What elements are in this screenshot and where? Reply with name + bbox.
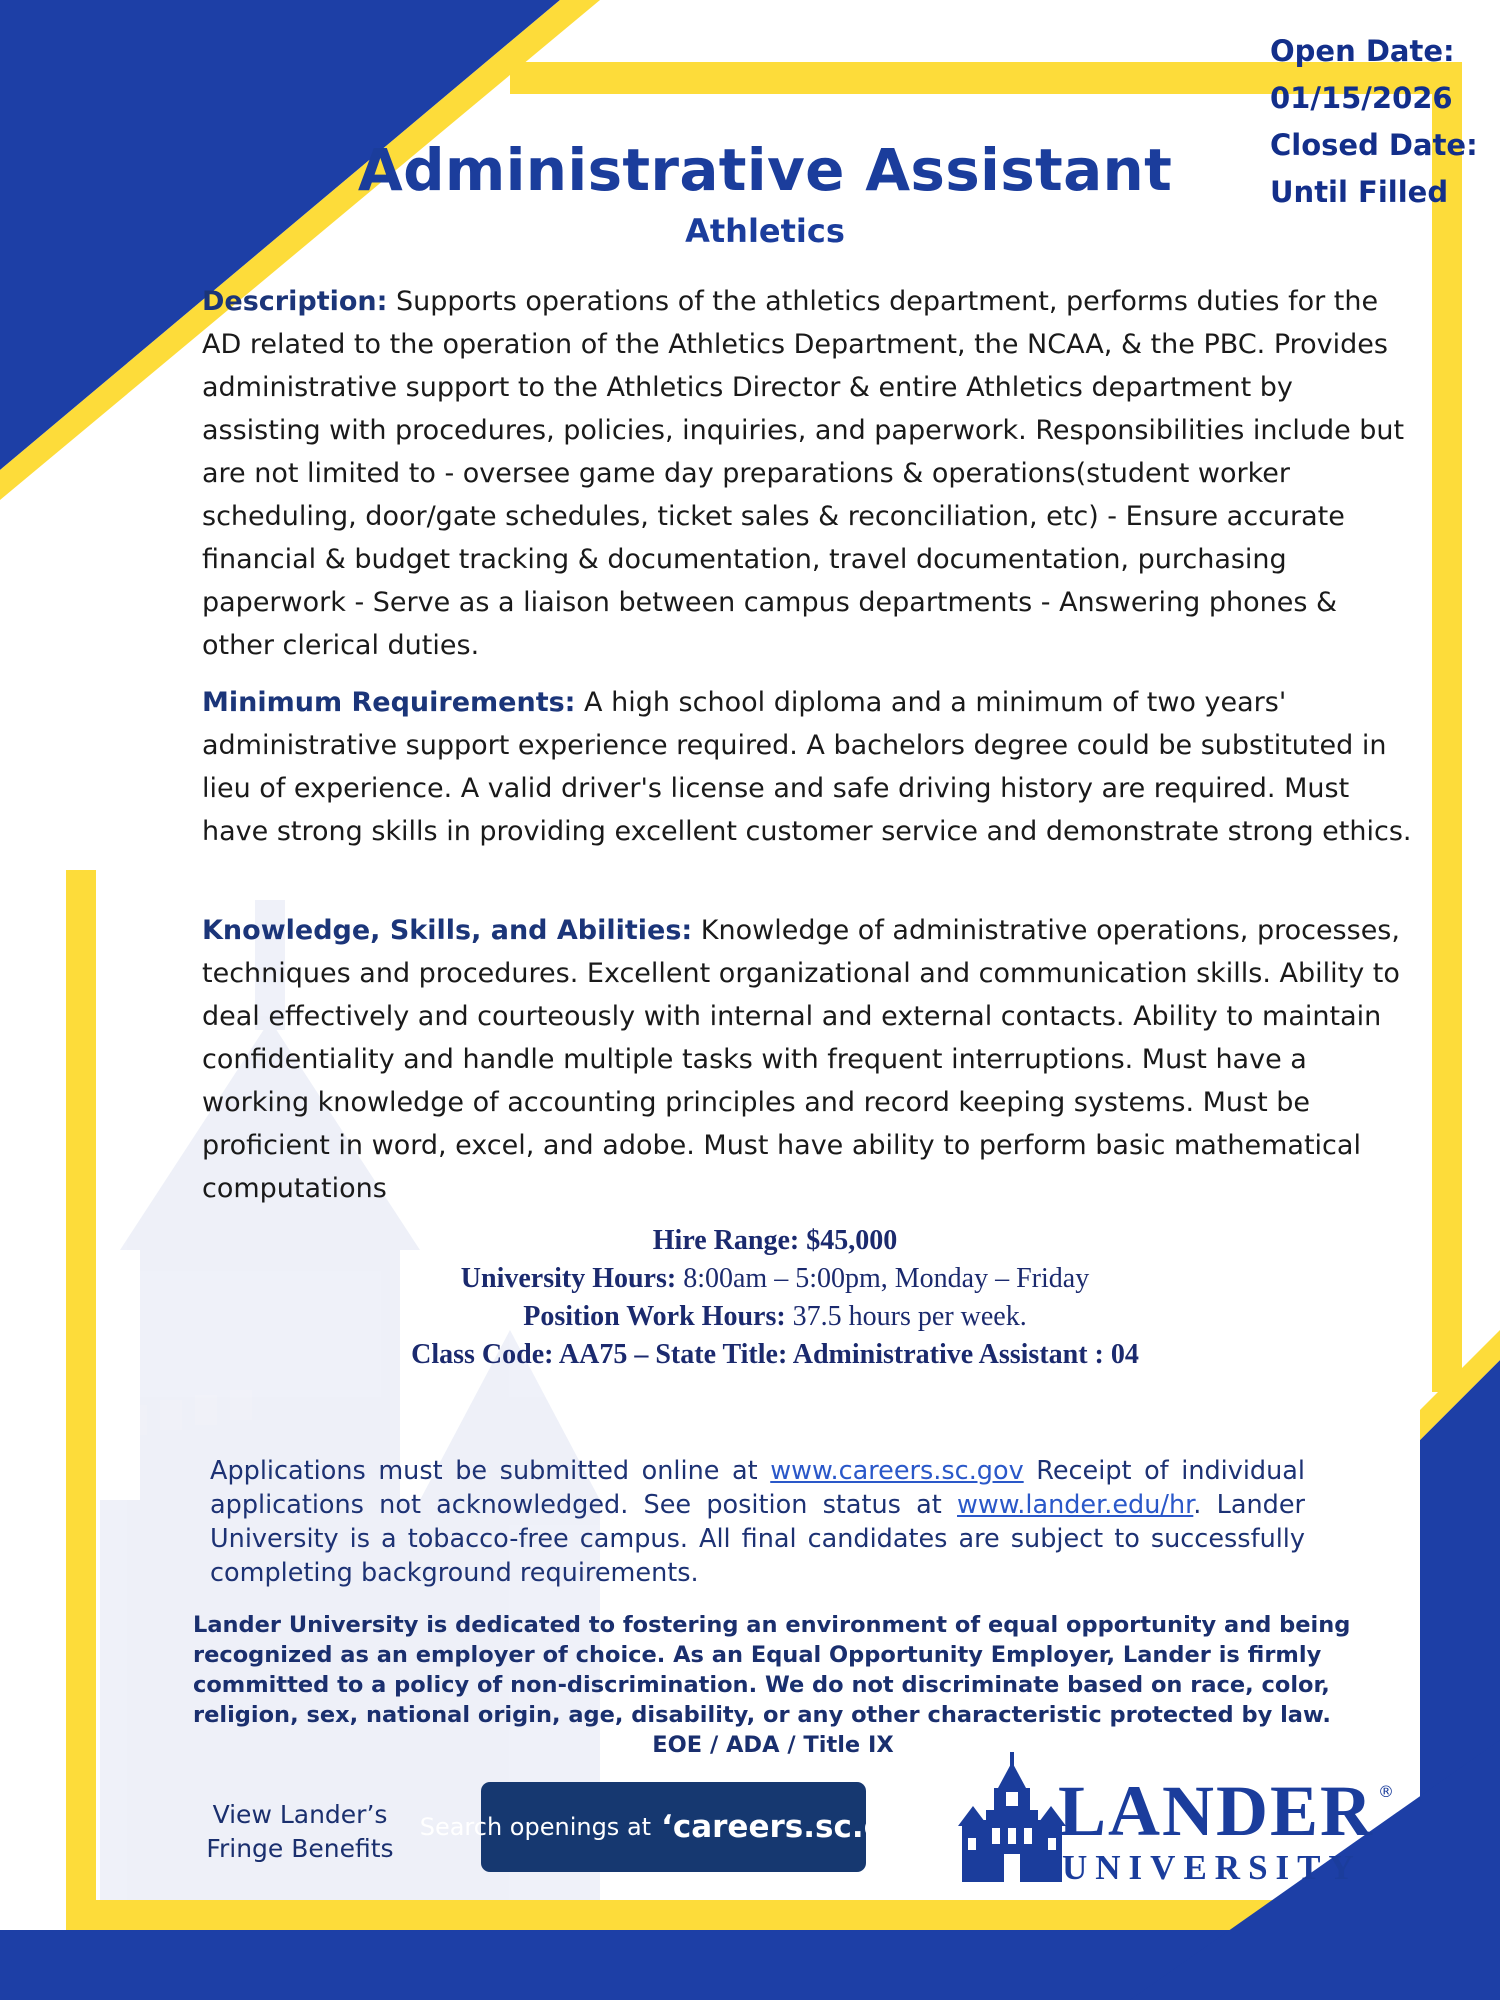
eoe-tag: EOE / ADA / Title IX <box>652 1732 894 1758</box>
registered-mark: ® <box>1378 1782 1394 1801</box>
eoe-statement <box>193 1610 1353 1760</box>
university-hours: University Hours: 8:00am – 5:00pm, Monday – Friday <box>460 1263 1090 1294</box>
class-code: Class Code: AA75 – State Title: Administrative Assistant : 04 <box>411 1339 1139 1370</box>
lander-hr-link[interactable]: www.lander.edu/hr <box>957 1490 1194 1520</box>
eoe-text: Lander University is dedicated to fostering an environment of equal opportunity and being recognized as an employer of choice. As an Equal Opportunity Employer, Lander is firmly committed to a policy of non-discrimination. We do not discriminate based on race, color, religion, sex, national origin, age, disability, or any other characteristic protected by law. <box>193 1612 1351 1728</box>
ksa-label: Knowledge, Skills, and Abilities: <box>202 915 693 946</box>
description-section <box>202 280 1412 667</box>
open-date-label: Open Date: <box>1270 34 1455 68</box>
requirements-section <box>202 681 1412 853</box>
left-yellow-bar <box>66 870 96 1950</box>
job-department: Athletics <box>685 212 845 250</box>
closed-date-label: Closed Date: <box>1270 128 1478 162</box>
job-title: Administrative Assistant <box>357 136 1173 204</box>
ksa-text: Knowledge of administrative operations, processes, techniques and procedures. Excellent organizational and communication skills. Ability to deal effectively and courteously with internal and external contacts. Ability to maintain confidentiality and handle multiple tasks with frequent interruptions. Must have a working knowledge of accounting principles and record keeping systems. Must be proficient in word, excel, and adobe. Must have ability to perform basic mathematical computations <box>202 915 1400 1204</box>
application-info: Applications must be submitted online at www.careers.sc.gov Receipt of individual applications not acknowledged. See position status at www.lander.edu/hr. Lander University is a tobacco-free campus. All final candidates are subject to successfully completing background requirements. <box>210 1456 1305 1588</box>
bottom-yellow-bar <box>66 1900 1366 1930</box>
requirements-text: A high school diploma and a minimum of two years' administrative support experience required. A bachelors degree could be substituted in lieu of experience. A valid driver's license and safe driving history are required. Must have strong skills in providing excellent customer service and demonstrate strong ethics. <box>202 687 1412 847</box>
requirements-label: Minimum Requirements: <box>202 687 576 718</box>
careers-link[interactable]: www.careers.sc.gov <box>770 1456 1024 1486</box>
search-openings-site: ‘careers.sc.gov <box>661 1809 928 1845</box>
position-work-hours: Position Work Hours: 37.5 hours per week. <box>523 1301 1027 1332</box>
closed-date-value: Until Filled <box>1270 175 1449 209</box>
lander-logo-text: LANDER <box>1058 1771 1375 1851</box>
search-openings-button[interactable] <box>419 1782 928 1872</box>
hire-range: Hire Range: $45,000 <box>652 1225 898 1256</box>
ksa-section <box>202 909 1412 1210</box>
search-openings-prefix: Search openings at <box>419 1813 652 1841</box>
university-logo-text: UNIVERSITY <box>1062 1848 1362 1887</box>
fringe-benefits-link[interactable]: View Lander’s Fringe Benefits <box>206 1800 394 1863</box>
open-date-value: 01/15/2026 <box>1270 81 1453 115</box>
right-yellow-bar <box>1432 62 1462 1392</box>
description-label: Description: <box>202 286 388 317</box>
description-text: Supports operations of the athletics department, performs duties for the AD related to the operation of the Athletics Department, the NCAA, & the PBC. Provides administrative support to the Athletics Director & entire Athletics department by assisting with procedures, policies, inquiries, and paperwork. Responsibilities include but are not limited to - oversee game day preparations & operations(student worker scheduling, door/gate schedules, ticket sales & reconciliation, etc) - Ensure accurate financial & budget tracking & documentation, travel documentation, purchasing paperwork - Serve as a liaison between campus departments - Answering phones & other clerical duties. <box>202 286 1405 661</box>
